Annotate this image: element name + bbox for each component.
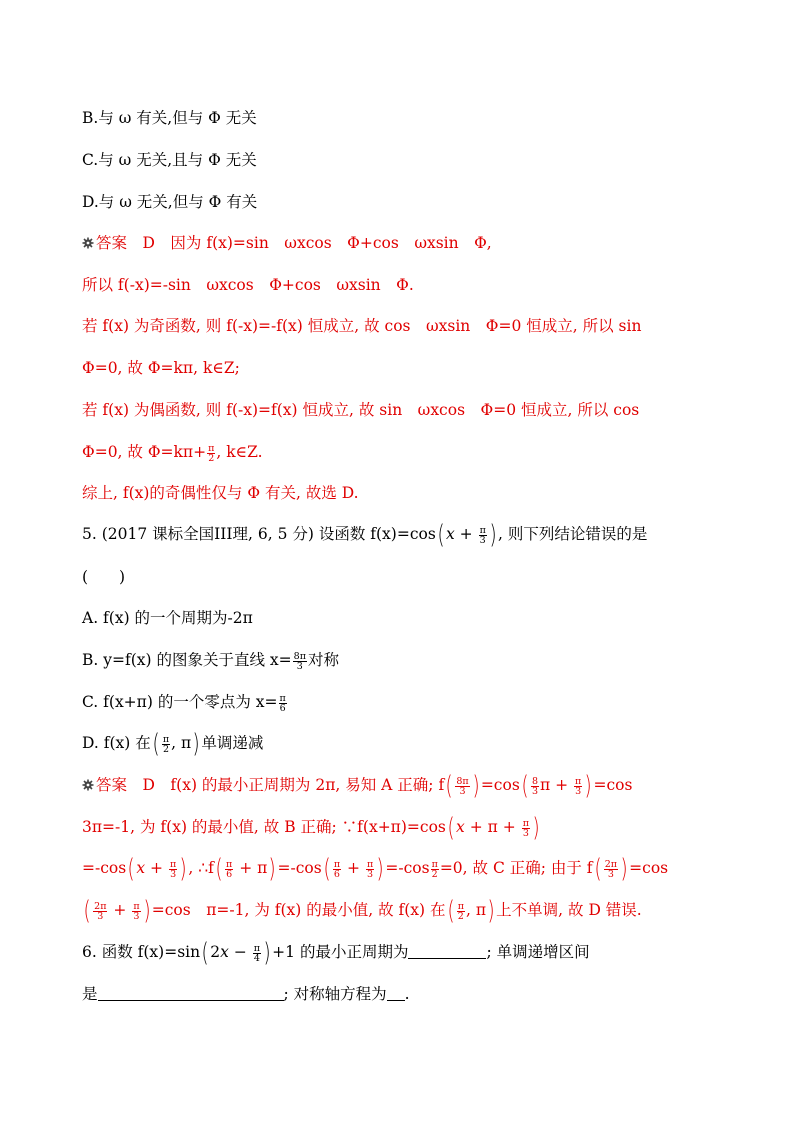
option-5c: C. f(x+π) 的一个零点为 x= $\frac{\pi}{6}$ [82, 692, 286, 714]
option-d: D.与 ω 无关,但与 Φ 有关 [82, 193, 258, 211]
answer-4-line-1 [82, 231, 492, 257]
answer-5-line-3: =-cos(x + $\frac{\pi}{3}$ ), ∴f( $\frac{\pi}{6}$ + π)=-cos( $\frac{\pi}{6}$ + $\frac{\pi}{3}$ )=-cos $\frac{\pi}{2}$ =0, 故 C 正确; 由于 f( $\frac{2\pi}{3}$ )=cos [82, 854, 669, 884]
gear-icon [82, 237, 94, 249]
option-5a: A. f(x) 的一个周期为-2π [82, 609, 253, 627]
answer-4-text-1: 答案 D 因为 f(x)=sin ωxcos Φ+cos ωxsin Φ, [96, 234, 492, 252]
answer-4-line-6: Φ=0, 故 Φ=kπ+ $\frac{\pi}{2}$ , k∈Z. [82, 442, 263, 464]
question-5-paren: ( ) [82, 568, 126, 586]
answer-4-line-2: 所以 f(-x)=-sin ωxcos Φ+cos ωxsin Φ. [82, 276, 414, 294]
question-6-line-2: 是 ; 对称轴方程为 . [82, 985, 410, 1003]
answer-4-line-3: 若 f(x) 为奇函数, 则 f(-x)=-f(x) 恒成立, 故 cos ωxsin Φ=0 恒成立, 所以 sin [82, 317, 642, 335]
option-5d: D. f(x) 在( $\frac{\pi}{2}$ , π)单调递减 [82, 729, 264, 759]
question-5-stem: 5. (2017 课标全国III理, 6, 5 分) 设函数 f(x)=cos(x + $\frac{\pi}{3}$ ), 则下列结论错误的是 [82, 520, 648, 550]
gear-icon [82, 779, 94, 791]
answer-5-line-1: 答案 D f(x) 的最小正周期为 2π, 易知 A 正确; f( $\frac{8\pi}{3}$ )=cos( $\frac{8}{3}$ π + $\frac{\pi}{3}$ )=cos [82, 773, 632, 799]
answer-blank-axis[interactable] [387, 986, 405, 1001]
answer-5-line-2: 3π=-1, 为 f(x) 的最小值, 故 B 正确; ∵f(x+π)=cos(x + π + $\frac{\pi}{3}$ ) [82, 813, 540, 843]
answer-4-line-4: Φ=0, 故 Φ=kπ, k∈Z; [82, 359, 240, 377]
option-b: B.与 ω 有关,但与 Φ 无关 [82, 109, 257, 127]
answer-blank-interval[interactable] [98, 986, 284, 1001]
fraction-pi-over-2: $\frac{\pi}{2}$ [208, 442, 215, 464]
answer-4-line-5: 若 f(x) 为偶函数, 则 f(-x)=f(x) 恒成立, 故 sin ωxcos Φ=0 恒成立, 所以 cos [82, 401, 640, 419]
option-5b: B. y=f(x) 的图象关于直线 x= $\frac{8\pi}{3}$ 对称 [82, 650, 339, 672]
question-6-line-1: 6. 函数 f(x)=sin(2x − $\frac{\pi}{4}$ )+1 的最小正周期为 ; 单调递增区间 [82, 938, 590, 968]
answer-4-line-7: 综上, f(x)的奇偶性仅与 Φ 有关, 故选 D. [82, 484, 359, 502]
option-c: C.与 ω 无关,且与 Φ 无关 [82, 151, 257, 169]
answer-blank-period[interactable] [408, 944, 486, 959]
answer-5-line-4: ( $\frac{2\pi}{3}$ + $\frac{\pi}{3}$ )=cos π=-1, 为 f(x) 的最小值, 故 f(x) 在( $\frac{\pi}{2}$ , π)上不单调, 故 D 错误. [83, 896, 642, 926]
